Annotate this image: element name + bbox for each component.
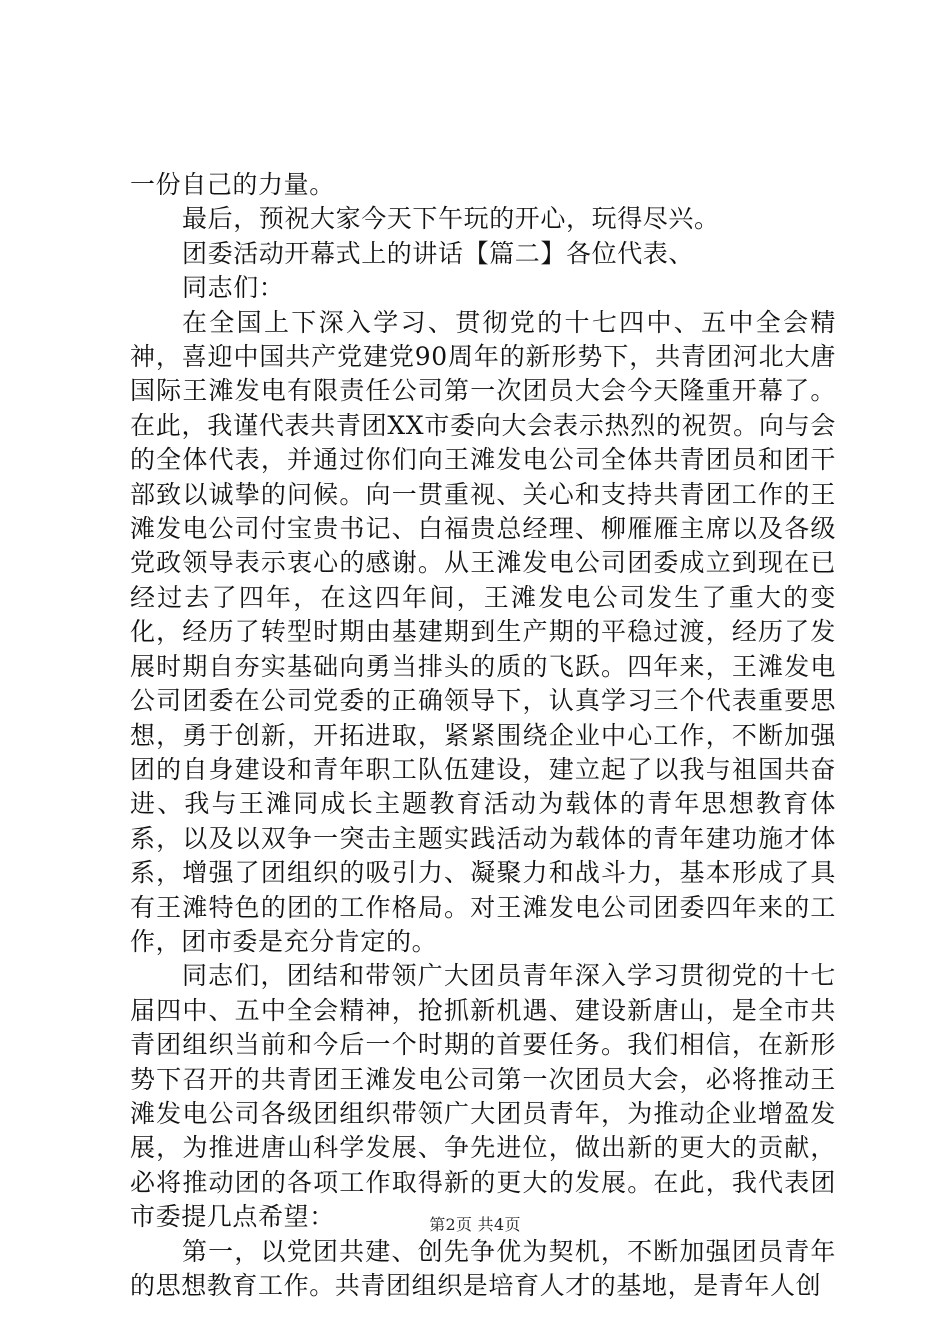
paragraph: 一份自己的力量。 — [130, 170, 335, 199]
paragraph: 团委活动开幕式上的讲话【篇二】各位代表、 — [182, 238, 695, 268]
paragraph: 同志们，团结和带领广大团员青年深入学习贯彻党的十七届四中、五中全会精神，抢抓新机遇、建设新唐山，是全市共青团组织当前和今后一个时期的首要任务。我们相信，在新形势下召开的共青团王滩发电公司第一次团员大会，必将推动王滩发电公司各级团组织带领广大团员青年，为推动企业增盈发展，为推进唐山科学发展、争先进位，做出新的更大的贡献，必将推动团的各项工作取得新的更大的发展。在此，我代表团市委提几点希望： — [130, 961, 836, 1232]
paragraph: 在全国上下深入学习、贯彻党的十七四中、五中全会精神，喜迎中国共产党建党90周年的新形势下，共青团河北大唐国际王滩发电有限责任公司第一次团员大会今天隆重开幕了。在此，我谨代表共青团XX市委向大会表示热烈的祝贺。向与会的全体代表，并通过你们向王滩发电公司全体共青团员和团干部致以诚挚的问候。向一贯重视、关心和支持共青团工作的王滩发电公司付宝贵书记、白福贵总经理、柳雁雁主席以及各级党政领导表示衷心的感谢。从王滩发电公司团委成立到现在已经过去了四年，在这四年间，王滩发电公司发生了重大的变化，经历了转型时期由基建期到生产期的平稳过渡，经历了发展时期自夯实基础向勇当排头的质的飞跃。四年来，王滩发电公司团委在公司党委的正确领导下，认真学习三个代表重要思想，勇于创新，开拓进取，紧紧围绕企业中心工作，不断加强团的自身建设和青年职工队伍建设，建立起了以我与祖国共奋进、我与王滩同成长主题教育活动为载体的青年思想教育体系，以及以双争一突击主题实践活动为载体的青年建功施才体系，增强了团组织的吸引力、凝聚力和战斗力，基本形成了具有王滩特色的团的工作格局。对王滩发电公司团委四年来的工作，团市委是充分肯定的。 — [130, 307, 836, 956]
paragraph: 同志们： — [182, 273, 285, 303]
paragraph: 第一，以党团共建、创先争优为契机，不断加强团员青年的思想教育工作。共青团组织是培育人才的基地，是青年人创 — [130, 1236, 836, 1300]
page-number-footer: 第2页 共4页 — [429, 1215, 521, 1234]
paragraph: 最后，预祝大家今天下午玩的开心，玩得尽兴。 — [182, 204, 720, 234]
body-text — [130, 168, 836, 1303]
